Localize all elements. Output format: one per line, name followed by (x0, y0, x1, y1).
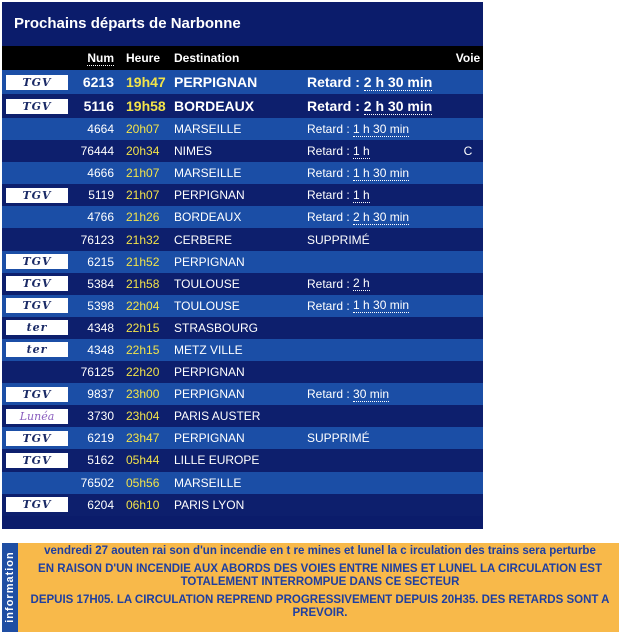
table-row (2, 162, 483, 184)
departures-list (2, 70, 483, 516)
delay-status (307, 184, 370, 206)
table-row (2, 427, 483, 449)
train-logo-cell (6, 273, 70, 295)
departure-time: 21h52 (126, 254, 160, 269)
delay-prefix: Retard : (307, 298, 354, 313)
train-brand-logo: TGV (6, 453, 68, 468)
table-row (2, 206, 483, 228)
platform (457, 383, 479, 405)
delay-value: 1 h 30 min (353, 121, 410, 136)
destination: PERPIGNAN (174, 387, 245, 402)
train-brand-logo: ter (6, 320, 68, 335)
table-row (2, 317, 483, 339)
destination: BORDEAUX (174, 210, 242, 225)
info-messages (26, 545, 614, 625)
train-brand-logo: TGV (6, 254, 68, 269)
platform (457, 251, 479, 273)
header-heure: Heure (126, 51, 161, 65)
table-row (2, 140, 483, 162)
train-number: 5162 (87, 453, 114, 468)
platform (457, 317, 479, 339)
platform (457, 472, 479, 494)
destination: METZ VILLE (174, 342, 243, 357)
train-logo-cell (6, 472, 70, 494)
table-row (2, 472, 483, 494)
delay-value: 1 h (353, 187, 370, 202)
train-brand-logo: TGV (6, 298, 68, 313)
delay-status (307, 162, 409, 184)
train-logo-cell (6, 70, 70, 94)
train-number: 6215 (87, 254, 114, 269)
departure-time: 21h07 (126, 188, 160, 203)
delay-status (307, 427, 370, 449)
platform (457, 405, 479, 427)
train-logo-cell (6, 361, 70, 383)
table-row (2, 228, 483, 250)
departure-time: 23h04 (126, 409, 160, 424)
delay-prefix: Retard : (307, 98, 364, 114)
departure-time: 23h00 (126, 387, 160, 402)
platform (457, 118, 479, 140)
platform (457, 295, 479, 317)
destination: PERPIGNAN (174, 74, 258, 90)
train-logo-cell (6, 405, 70, 427)
delay-status (307, 206, 409, 228)
train-logo-cell (6, 94, 70, 118)
info-side-label: information (4, 551, 16, 623)
platform (457, 427, 479, 449)
train-logo-cell (6, 295, 70, 317)
header-destination: Destination (174, 51, 240, 65)
delay-prefix: Retard : (307, 144, 354, 159)
train-logo-cell (6, 427, 70, 449)
table-row (2, 295, 483, 317)
departure-time: 05h44 (126, 453, 160, 468)
train-logo-cell (6, 383, 70, 405)
train-number: 5398 (87, 298, 114, 313)
delay-prefix: Retard : (307, 276, 354, 291)
destination: MARSEILLE (174, 475, 242, 490)
info-message: DEPUIS 17H05. LA CIRCULATION REPREND PROGRESSIVEMENT DEPUIS 20H35. DES RETARDS SONT A PREVOIR. (30, 594, 610, 619)
info-panel (2, 543, 619, 632)
platform (457, 94, 479, 118)
train-logo-cell (6, 162, 70, 184)
train-brand-logo: ter (6, 342, 68, 357)
table-row (2, 94, 483, 118)
train-number: 4348 (87, 342, 114, 357)
train-brand-logo: TGV (6, 75, 68, 90)
table-row (2, 339, 483, 361)
delay-value: 1 h (353, 143, 370, 158)
destination: PERPIGNAN (174, 254, 245, 269)
table-row (2, 184, 483, 206)
destination: BORDEAUX (174, 98, 255, 114)
platform (457, 339, 479, 361)
departures-board (2, 2, 483, 529)
train-logo-cell (6, 206, 70, 228)
train-brand-logo: TGV (6, 99, 68, 114)
train-number: 5384 (87, 276, 114, 291)
train-brand-logo: TGV (6, 276, 68, 291)
departure-time: 06h10 (126, 497, 160, 512)
delay-value: 2 h 30 min (363, 73, 433, 90)
destination: TOULOUSE (174, 298, 240, 313)
departure-time: 19h47 (126, 74, 166, 90)
departure-time: 19h58 (126, 98, 166, 114)
table-row (2, 70, 483, 94)
train-brand-logo: Lunéa (6, 409, 68, 424)
train-number: 76444 (80, 144, 114, 159)
delay-status (307, 118, 409, 140)
header-voie: Voie (455, 51, 481, 65)
delay-status (307, 228, 370, 250)
delay-prefix: Retard : (307, 210, 354, 225)
delay-status (307, 383, 389, 405)
table-row (2, 405, 483, 427)
delay-value: 1 h 30 min (353, 165, 410, 180)
delay-prefix: Retard : (307, 122, 354, 137)
train-number: 5119 (88, 188, 114, 203)
platform (457, 162, 479, 184)
platform: C (463, 144, 473, 159)
destination: PARIS LYON (174, 497, 245, 512)
table-row (2, 449, 483, 471)
delay-value: 30 min (353, 386, 390, 401)
platform (457, 494, 479, 516)
table-row (2, 273, 483, 295)
destination: PERPIGNAN (174, 188, 245, 203)
destination: TOULOUSE (174, 276, 240, 291)
departure-time: 22h15 (126, 320, 160, 335)
destination: PARIS AUSTER (174, 409, 261, 424)
departure-time: 22h04 (126, 298, 160, 313)
platform (457, 449, 479, 471)
delay-prefix: Retard : (307, 188, 354, 203)
info-message: vendredi 27 aouten rai son d'un incendie en t re mines et lunel la c irculation des trains sera perturbe (44, 545, 596, 557)
train-number: 6204 (87, 497, 114, 512)
platform (457, 70, 479, 94)
board-header (2, 46, 483, 70)
departure-time: 20h34 (126, 144, 160, 159)
table-row (2, 361, 483, 383)
delay-status (307, 295, 409, 317)
platform (457, 184, 479, 206)
table-row (2, 251, 483, 273)
table-row (2, 383, 483, 405)
delay-value: 2 h 30 min (353, 209, 410, 224)
train-logo-cell (6, 184, 70, 206)
train-logo-cell (6, 118, 70, 140)
train-number: 9837 (87, 387, 114, 402)
delay-value: 2 h (353, 276, 370, 291)
train-number: 6219 (87, 431, 114, 446)
destination: STRASBOURG (174, 320, 259, 335)
table-row (2, 494, 483, 516)
destination: PERPIGNAN (174, 365, 245, 380)
platform (457, 273, 479, 295)
train-logo-cell (6, 317, 70, 339)
platform (457, 361, 479, 383)
destination: PERPIGNAN (174, 431, 245, 446)
destination: CERBERE (174, 232, 233, 247)
info-message: EN RAISON D'UN INCENDIE AUX ABORDS DES VOIES ENTRE NIMES ET LUNEL LA CIRCULATION EST TOTALEMENT INTERROMPUE DANS CE SECTEUR (38, 563, 602, 588)
train-brand-logo: TGV (6, 387, 68, 402)
delay-prefix: Retard : (307, 166, 354, 181)
train-number: 3730 (87, 409, 114, 424)
board-title: Prochains départs de Narbonne (14, 15, 241, 32)
destination: MARSEILLE (174, 166, 242, 181)
train-logo-cell (6, 449, 70, 471)
train-number: 76123 (80, 232, 114, 247)
delay-prefix: SUPPRIMÉ (307, 232, 370, 247)
train-brand-logo: TGV (6, 431, 68, 446)
delay-prefix: Retard : (307, 387, 354, 402)
header-num: Num (87, 50, 114, 65)
train-brand-logo: TGV (6, 188, 68, 203)
platform (457, 206, 479, 228)
delay-status (307, 140, 370, 162)
destination: LILLE EUROPE (174, 453, 260, 468)
train-logo-cell (6, 339, 70, 361)
train-number: 5116 (83, 98, 114, 114)
departure-time: 21h32 (126, 232, 160, 247)
info-side-tab (2, 543, 18, 632)
destination: NIMES (174, 144, 213, 159)
departure-time: 21h26 (126, 210, 160, 225)
delay-value: 2 h 30 min (363, 97, 433, 114)
departure-time: 05h56 (126, 475, 160, 490)
train-logo-cell (6, 251, 70, 273)
train-brand-logo: TGV (6, 497, 68, 512)
delay-prefix: SUPPRIMÉ (307, 431, 370, 446)
train-number: 76125 (80, 365, 114, 380)
train-number: 76502 (80, 475, 114, 490)
train-number: 4348 (87, 320, 114, 335)
departure-time: 20h07 (126, 122, 160, 137)
table-row (2, 118, 483, 140)
departure-time: 21h07 (126, 166, 160, 181)
delay-status (307, 70, 432, 94)
train-logo-cell (6, 228, 70, 250)
departure-time: 21h58 (126, 276, 160, 291)
train-logo-cell (6, 140, 70, 162)
departure-time: 23h47 (126, 431, 160, 446)
train-number: 4666 (87, 166, 114, 181)
platform (457, 228, 479, 250)
delay-status (307, 94, 432, 118)
train-logo-cell (6, 494, 70, 516)
delay-prefix: Retard : (307, 74, 364, 90)
train-number: 4664 (87, 122, 114, 137)
train-number: 4766 (87, 210, 114, 225)
delay-value: 1 h 30 min (353, 298, 410, 313)
train-number: 6213 (82, 74, 114, 90)
delay-status (307, 273, 370, 295)
destination: MARSEILLE (174, 122, 242, 137)
departure-time: 22h15 (126, 342, 160, 357)
departure-time: 22h20 (126, 365, 160, 380)
